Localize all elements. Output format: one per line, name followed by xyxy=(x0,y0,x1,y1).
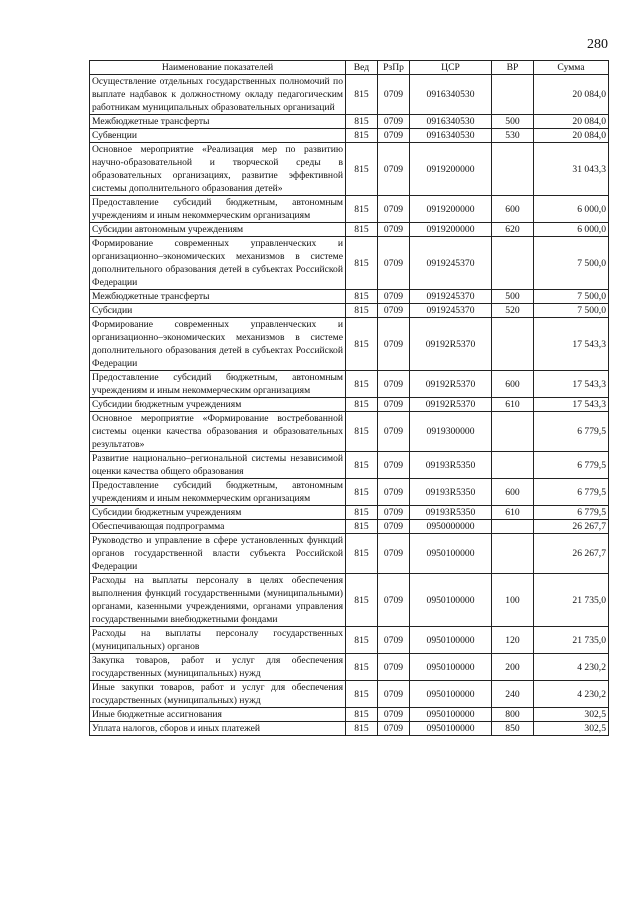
row-rzpr-cell: 0709 xyxy=(378,479,410,506)
row-sum-cell: 17 543,3 xyxy=(534,398,609,412)
table-row xyxy=(90,534,609,574)
row-vr-cell: 520 xyxy=(492,304,534,318)
row-rzpr-cell: 0709 xyxy=(378,534,410,574)
row-rzpr-cell: 0709 xyxy=(378,412,410,452)
row-name-cell: Иные бюджетные ассигнования xyxy=(90,708,346,722)
row-rzpr-cell: 0709 xyxy=(378,627,410,654)
row-csr-cell: 0916340530 xyxy=(410,115,492,129)
row-vr-cell xyxy=(492,143,534,196)
row-csr-cell: 0919245370 xyxy=(410,290,492,304)
row-csr-cell: 0916340530 xyxy=(410,75,492,115)
row-sum-cell: 20 084,0 xyxy=(534,75,609,115)
table-row xyxy=(90,115,609,129)
table-row xyxy=(90,371,609,398)
row-ved-cell: 815 xyxy=(346,708,378,722)
row-csr-cell: 09193R5350 xyxy=(410,479,492,506)
row-rzpr-cell: 0709 xyxy=(378,290,410,304)
row-sum-cell: 6 779,5 xyxy=(534,412,609,452)
table-row xyxy=(90,681,609,708)
row-vr-cell: 500 xyxy=(492,115,534,129)
row-rzpr-cell: 0709 xyxy=(378,223,410,237)
table-row xyxy=(90,129,609,143)
row-sum-cell: 7 500,0 xyxy=(534,237,609,290)
row-ved-cell: 815 xyxy=(346,237,378,290)
row-name-cell: Расходы на выплаты персоналу государственных (муниципальных) органов xyxy=(90,627,346,654)
table-row xyxy=(90,398,609,412)
row-name-cell: Руководство и управление в сфере установленных функций органов государственной власти субъекта Российской Федерации xyxy=(90,534,346,574)
column-header-sum: Сумма xyxy=(534,61,609,75)
table-row xyxy=(90,452,609,479)
row-rzpr-cell: 0709 xyxy=(378,452,410,479)
row-ved-cell: 815 xyxy=(346,143,378,196)
row-rzpr-cell: 0709 xyxy=(378,75,410,115)
row-rzpr-cell: 0709 xyxy=(378,143,410,196)
row-csr-cell: 09193R5350 xyxy=(410,506,492,520)
row-csr-cell: 09192R5370 xyxy=(410,398,492,412)
column-header-vr: ВР xyxy=(492,61,534,75)
row-ved-cell: 815 xyxy=(346,722,378,736)
row-ved-cell: 815 xyxy=(346,371,378,398)
row-vr-cell: 600 xyxy=(492,371,534,398)
row-csr-cell: 0919200000 xyxy=(410,196,492,223)
row-vr-cell: 500 xyxy=(492,290,534,304)
row-name-cell: Формирование современных управленческих и организационно–экономических механизмов в системе дополнительного образования детей в субъектах Российской Федерации xyxy=(90,318,346,371)
row-csr-cell: 09192R5370 xyxy=(410,371,492,398)
row-ved-cell: 815 xyxy=(346,129,378,143)
row-vr-cell: 530 xyxy=(492,129,534,143)
row-name-cell: Уплата налогов, сборов и иных платежей xyxy=(90,722,346,736)
table-row xyxy=(90,574,609,627)
table-row xyxy=(90,708,609,722)
row-csr-cell: 0916340530 xyxy=(410,129,492,143)
row-name-cell: Межбюджетные трансферты xyxy=(90,115,346,129)
row-vr-cell: 800 xyxy=(492,708,534,722)
row-name-cell: Предоставление субсидий бюджетным, автономным учреждениям и иным некоммерческим организациям xyxy=(90,479,346,506)
row-rzpr-cell: 0709 xyxy=(378,115,410,129)
row-name-cell: Иные закупки товаров, работ и услуг для обеспечения государственных (муниципальных) нужд xyxy=(90,681,346,708)
row-sum-cell: 21 735,0 xyxy=(534,627,609,654)
row-csr-cell: 0950100000 xyxy=(410,681,492,708)
row-rzpr-cell: 0709 xyxy=(378,520,410,534)
row-rzpr-cell: 0709 xyxy=(378,681,410,708)
table-row xyxy=(90,290,609,304)
row-rzpr-cell: 0709 xyxy=(378,237,410,290)
row-vr-cell: 600 xyxy=(492,479,534,506)
row-name-cell: Субсидии xyxy=(90,304,346,318)
row-sum-cell: 20 084,0 xyxy=(534,129,609,143)
row-sum-cell: 21 735,0 xyxy=(534,574,609,627)
row-vr-cell: 100 xyxy=(492,574,534,627)
table-row xyxy=(90,412,609,452)
row-name-cell: Развитие национально–региональной системы независимой оценки качества общего образования xyxy=(90,452,346,479)
row-vr-cell xyxy=(492,452,534,479)
row-sum-cell: 26 267,7 xyxy=(534,534,609,574)
budget-table xyxy=(89,60,609,736)
row-sum-cell: 17 543,3 xyxy=(534,371,609,398)
row-name-cell: Основное мероприятие «Формирование востребованной системы оценки качества образования и образовательных результатов» xyxy=(90,412,346,452)
row-sum-cell: 7 500,0 xyxy=(534,304,609,318)
row-sum-cell: 4 230,2 xyxy=(534,654,609,681)
row-sum-cell: 31 043,3 xyxy=(534,143,609,196)
row-csr-cell: 0919200000 xyxy=(410,223,492,237)
row-ved-cell: 815 xyxy=(346,574,378,627)
row-csr-cell: 0950100000 xyxy=(410,574,492,627)
table-row xyxy=(90,722,609,736)
row-name-cell: Закупка товаров, работ и услуг для обеспечения государственных (муниципальных) нужд xyxy=(90,654,346,681)
row-sum-cell: 17 543,3 xyxy=(534,318,609,371)
table-row xyxy=(90,196,609,223)
row-rzpr-cell: 0709 xyxy=(378,722,410,736)
row-vr-cell: 240 xyxy=(492,681,534,708)
row-rzpr-cell: 0709 xyxy=(378,398,410,412)
row-vr-cell xyxy=(492,520,534,534)
row-rzpr-cell: 0709 xyxy=(378,708,410,722)
row-ved-cell: 815 xyxy=(346,534,378,574)
row-ved-cell: 815 xyxy=(346,304,378,318)
table-row xyxy=(90,143,609,196)
row-vr-cell xyxy=(492,75,534,115)
row-name-cell: Субсидии автономным учреждениям xyxy=(90,223,346,237)
row-ved-cell: 815 xyxy=(346,196,378,223)
row-csr-cell: 0950100000 xyxy=(410,722,492,736)
row-name-cell: Основное мероприятие «Реализация мер по развитию научно-образовательной и творческой среды в образовательных организациях, развитие эффективной системы дополнительного образования детей» xyxy=(90,143,346,196)
row-name-cell: Субсидии бюджетным учреждениям xyxy=(90,398,346,412)
row-sum-cell: 302,5 xyxy=(534,708,609,722)
row-ved-cell: 815 xyxy=(346,452,378,479)
row-vr-cell: 120 xyxy=(492,627,534,654)
column-header-name: Наименование показателей xyxy=(90,61,346,75)
row-ved-cell: 815 xyxy=(346,290,378,304)
row-rzpr-cell: 0709 xyxy=(378,654,410,681)
row-rzpr-cell: 0709 xyxy=(378,304,410,318)
row-vr-cell: 850 xyxy=(492,722,534,736)
row-ved-cell: 815 xyxy=(346,75,378,115)
row-csr-cell: 0950100000 xyxy=(410,627,492,654)
column-header-csr: ЦСР xyxy=(410,61,492,75)
row-ved-cell: 815 xyxy=(346,479,378,506)
page-number: 280 xyxy=(587,37,608,52)
row-ved-cell: 815 xyxy=(346,318,378,371)
row-name-cell: Расходы на выплаты персоналу в целях обеспечения выполнения функций государственными (муниципальными) органами, казенными учреждениями, органами управления государственными внебюджетными фондами xyxy=(90,574,346,627)
row-ved-cell: 815 xyxy=(346,223,378,237)
row-sum-cell: 6 779,5 xyxy=(534,479,609,506)
row-vr-cell xyxy=(492,237,534,290)
table-row xyxy=(90,304,609,318)
row-ved-cell: 815 xyxy=(346,520,378,534)
row-csr-cell: 09193R5350 xyxy=(410,452,492,479)
row-ved-cell: 815 xyxy=(346,506,378,520)
row-sum-cell: 6 000,0 xyxy=(534,196,609,223)
table-row xyxy=(90,75,609,115)
row-rzpr-cell: 0709 xyxy=(378,506,410,520)
row-sum-cell: 6 779,5 xyxy=(534,452,609,479)
row-name-cell: Предоставление субсидий бюджетным, автономным учреждениям и иным некоммерческим организациям xyxy=(90,196,346,223)
row-csr-cell: 0950100000 xyxy=(410,534,492,574)
table-body xyxy=(90,75,609,736)
table-row xyxy=(90,654,609,681)
row-sum-cell: 302,5 xyxy=(534,722,609,736)
row-sum-cell: 26 267,7 xyxy=(534,520,609,534)
row-vr-cell: 200 xyxy=(492,654,534,681)
row-sum-cell: 6 779,5 xyxy=(534,506,609,520)
row-name-cell: Обеспечивающая подпрограмма xyxy=(90,520,346,534)
row-csr-cell: 0950100000 xyxy=(410,654,492,681)
row-sum-cell: 20 084,0 xyxy=(534,115,609,129)
row-vr-cell xyxy=(492,534,534,574)
row-name-cell: Межбюджетные трансферты xyxy=(90,290,346,304)
row-vr-cell: 610 xyxy=(492,506,534,520)
row-ved-cell: 815 xyxy=(346,398,378,412)
row-sum-cell: 7 500,0 xyxy=(534,290,609,304)
row-sum-cell: 4 230,2 xyxy=(534,681,609,708)
row-ved-cell: 815 xyxy=(346,654,378,681)
row-ved-cell: 815 xyxy=(346,627,378,654)
row-vr-cell: 610 xyxy=(492,398,534,412)
row-rzpr-cell: 0709 xyxy=(378,371,410,398)
row-vr-cell xyxy=(492,412,534,452)
column-header-ved: Вед xyxy=(346,61,378,75)
column-header-rzpr: РзПр xyxy=(378,61,410,75)
row-rzpr-cell: 0709 xyxy=(378,574,410,627)
row-csr-cell: 0919200000 xyxy=(410,143,492,196)
table-row xyxy=(90,223,609,237)
row-sum-cell: 6 000,0 xyxy=(534,223,609,237)
row-name-cell: Осуществление отдельных государственных полномочий по выплате надбавок к должностному окладу педагогическим работникам муниципальных образовательных организаций xyxy=(90,75,346,115)
row-ved-cell: 815 xyxy=(346,115,378,129)
row-rzpr-cell: 0709 xyxy=(378,196,410,223)
table-row xyxy=(90,318,609,371)
table-row xyxy=(90,479,609,506)
row-csr-cell: 0950100000 xyxy=(410,708,492,722)
row-ved-cell: 815 xyxy=(346,681,378,708)
row-rzpr-cell: 0709 xyxy=(378,318,410,371)
table-row xyxy=(90,627,609,654)
row-csr-cell: 0919245370 xyxy=(410,237,492,290)
table-row xyxy=(90,506,609,520)
table-header-row xyxy=(90,61,609,75)
row-vr-cell: 600 xyxy=(492,196,534,223)
row-name-cell: Субвенции xyxy=(90,129,346,143)
row-name-cell: Формирование современных управленческих и организационно–экономических механизмов в системе дополнительного образования детей в субъектах Российской Федерации xyxy=(90,237,346,290)
row-csr-cell: 0950000000 xyxy=(410,520,492,534)
row-csr-cell: 09192R5370 xyxy=(410,318,492,371)
row-csr-cell: 0919245370 xyxy=(410,304,492,318)
row-name-cell: Субсидии бюджетным учреждениям xyxy=(90,506,346,520)
row-name-cell: Предоставление субсидий бюджетным, автономным учреждениям и иным некоммерческим организациям xyxy=(90,371,346,398)
table-row xyxy=(90,237,609,290)
row-csr-cell: 0919300000 xyxy=(410,412,492,452)
row-vr-cell xyxy=(492,318,534,371)
table-row xyxy=(90,520,609,534)
row-rzpr-cell: 0709 xyxy=(378,129,410,143)
row-ved-cell: 815 xyxy=(346,412,378,452)
row-vr-cell: 620 xyxy=(492,223,534,237)
